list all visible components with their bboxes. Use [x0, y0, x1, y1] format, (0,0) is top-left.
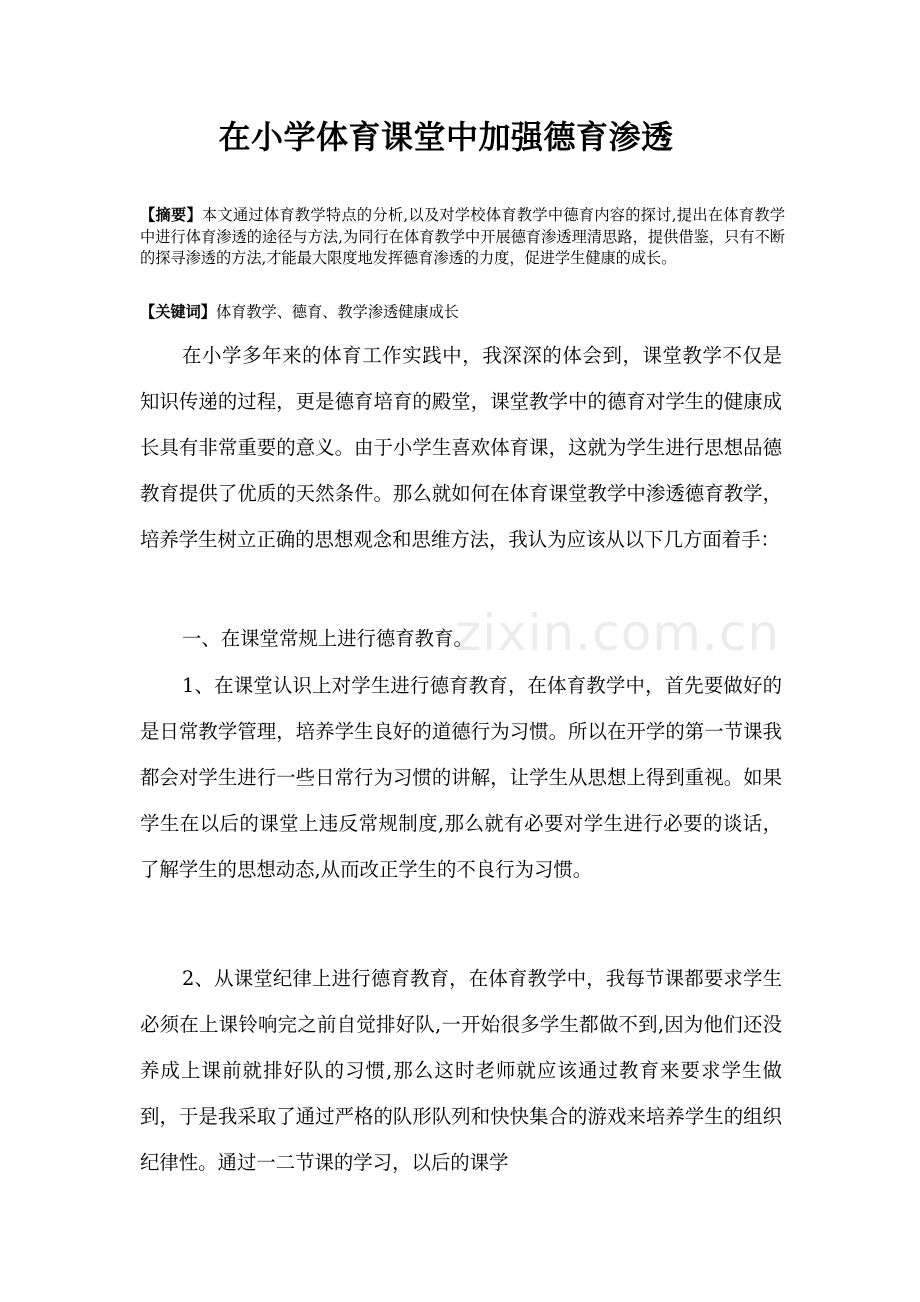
keywords-text: 体育教学、德育、教学渗透健康成长 — [215, 303, 459, 321]
section-heading-1: 一、在课堂常规上进行德育教育。 — [182, 627, 473, 650]
watermark: zixin.com.cn — [455, 604, 781, 662]
body-paragraph-intro: 在小学多年来的体育工作实践中，我深深的体会到，课堂教学不仅是知识传递的过程，更是德育培育的殿堂，课堂教学中的德育对学生的健康成长具有非常重要的意义。由于小学生喜欢体育课，这就为学生进行思想品德教育提供了优质的天然条件。那么就如何在体育课堂教学中渗透德育教学，培养学生树立正确的思想观念和思维方法，我认为应该从以下几方面着手： — [140, 344, 782, 551]
abstract-block — [140, 205, 785, 270]
keywords-block — [140, 302, 785, 324]
abstract-text: 本文通过体育教学特点的分析,以及对学校体育教学中德育内容的探讨,提出在体育教学中进行体育渗透的途径与方法,为同行在体育教学中开展德育渗透理清思路，提供借鉴，只有不断的探寻渗透的方法,才能最大限度地发挥德育渗透的力度，促进学生健康的成长。 — [140, 206, 786, 267]
abstract-label: 【摘要】 — [140, 206, 202, 224]
document-title: 在小学体育课堂中加强德育渗透 — [218, 118, 674, 156]
body-paragraph-2: 2、从课堂纪律上进行德育教育，在体育教学中，我每节课都要求学生必须在上课铃响完之前自觉排好队,一开始很多学生都做不到,因为他们还没养成上课前就排好队的习惯,那么这时老师就应该通过教育来要求学生做到，于是我采取了通过严格的队形队列和快快集合的游戏来培养学生的组织纪律性。通过一二节课的学习，以后的课学 — [140, 967, 782, 1174]
keywords-label: 【关键词】 — [140, 303, 216, 321]
body-paragraph-1: 1、在课堂认识上对学生进行德育教育，在体育教学中，首先要做好的是日常教学管理，培养学生良好的道德行为习惯。所以在开学的第一节课我都会对学生进行一些日常行为习惯的讲解，让学生从思想上得到重视。如果学生在以后的课堂上违反常规制度,那么就有必要对学生进行必要的谈话，了解学生的思想动态,从而改正学生的不良行为习惯。 — [140, 674, 782, 881]
